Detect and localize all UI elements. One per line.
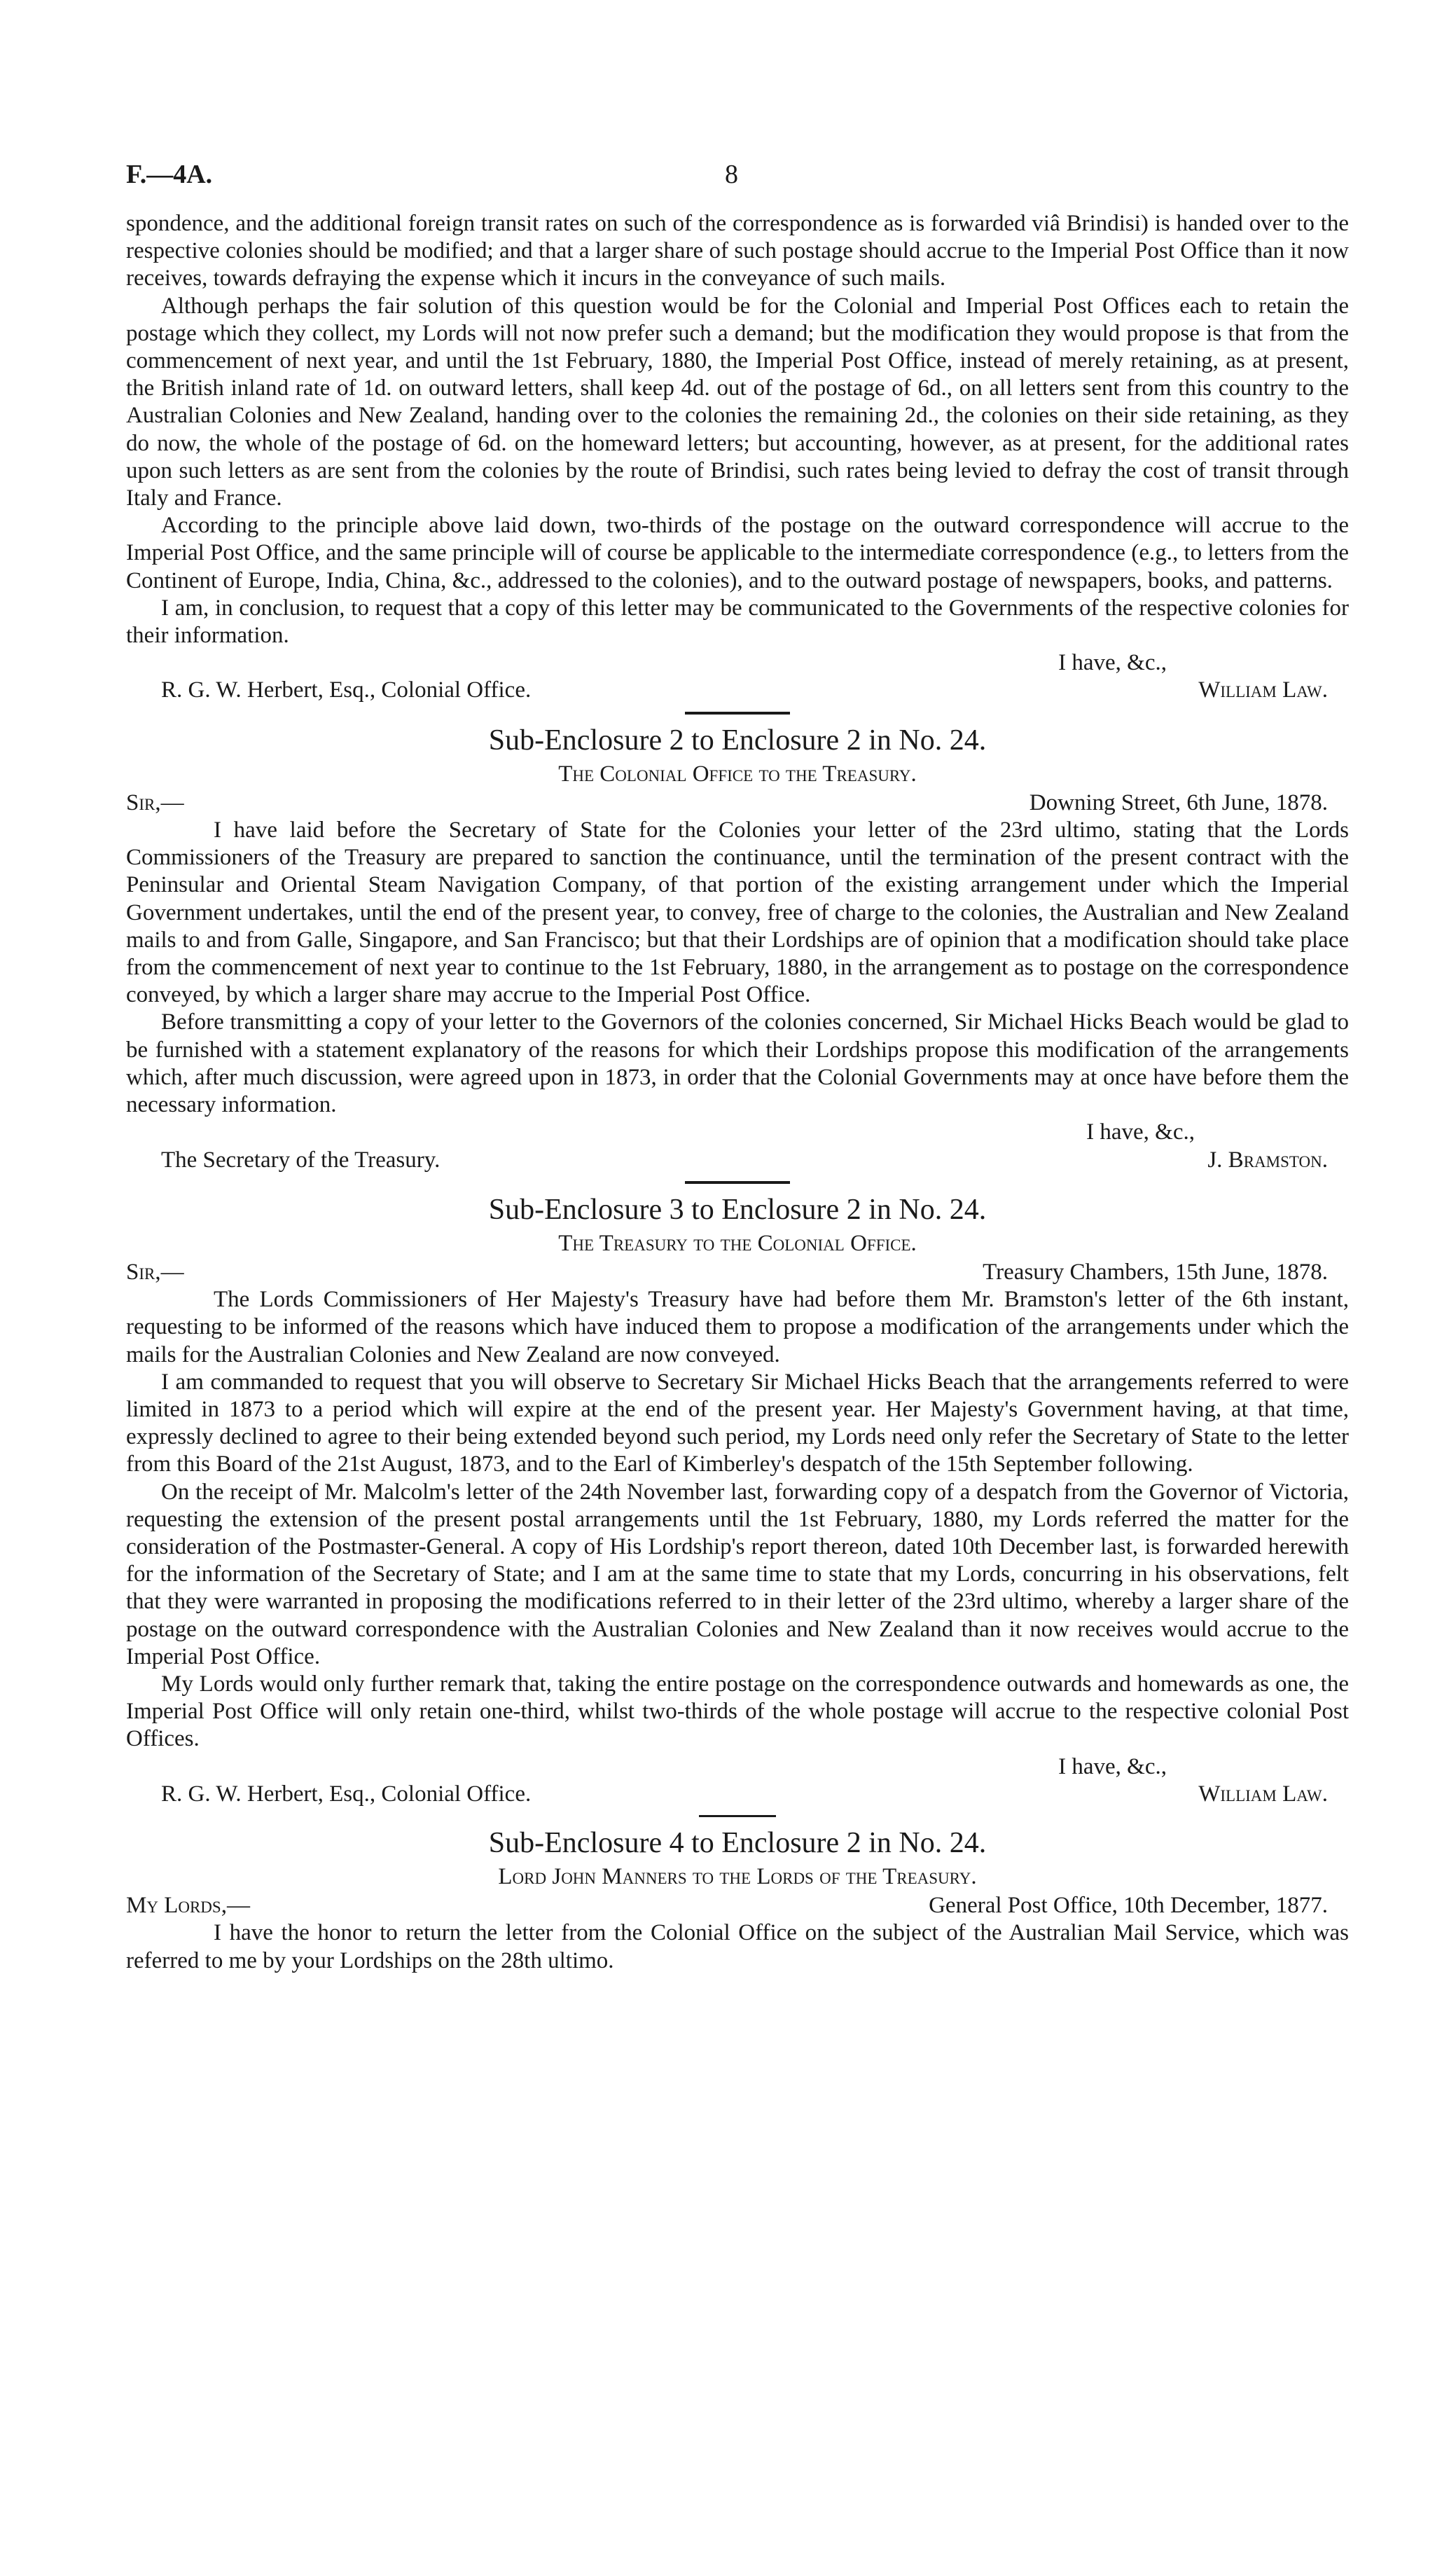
paragraph: I have the honor to return the letter from the Colonial Office on the subject of the Australian Mail Service, which was referred to me by your Lordships on the 28th ultimo. (126, 1920, 1349, 1973)
letter-continuation (126, 210, 1349, 705)
addressee: R. G. W. Herbert, Esq., Colonial Office. (161, 1781, 532, 1807)
paragraph: My Lords would only further remark that, taking the entire postage on the correspondence outwards and homewards as one, the Imperial Post Office will only retain one-third, whilst two-thirds of the whole postage will accrue to the respective colonial Post Offices. (126, 1671, 1349, 1752)
place-date: Treasury Chambers, 15th June, 1878. (983, 1259, 1328, 1285)
sub-enclosure-2 (126, 723, 1349, 1174)
place-date: General Post Office, 10th December, 1877. (929, 1893, 1328, 1919)
signature-row (126, 1147, 1349, 1174)
paragraph: The Lords Commissioners of Her Majesty's Treasury have had before them Mr. Bramston's letter of the 6th instant, requesting to be informed of the reasons which have induced them to propose a modification of the arrangements under which the mails for the Australian Colonies and New Zealand are now conveyed. (126, 1287, 1349, 1367)
paragraph: According to the principle above laid down, two-thirds of the postage on the outward correspondence will accrue to the Imperial Post Office, and the same principle will of course be applicable to the intermediate correspondence (e.g., to letters from the Continent of Europe, India, China, &c., addressed to the colonies), and to the outward postage of newspapers, books, and patterns. (126, 513, 1349, 593)
paragraph: I have laid before the Secretary of State for the Colonies your letter of the 23rd ultimo, stating that the Lords Commissioners of the Treasury are prepared to sanction the continuance, until the termination of the present contract with the Peninsular and Oriental Steam Navigation Company, of that portion of the existing arrangement under which the Imperial Government undertakes, until the end of the present year, to convey, free of charge to the colonies, the Australian and New Zealand mails to and from Galle, Singapore, and San Francisco; but that their Lordships are of opinion that a modification should take place from the commencement of next year to continue to the 1st February, 1880, in the arrangement as to postage on the correspondence conveyed, by which a larger share may accrue to the Imperial Post Office. (126, 818, 1349, 1008)
paragraph: Although perhaps the fair solution of this question would be for the Colonial and Imperial Post Offices each to retain the postage which they collect, my Lords will not now prefer such a demand; but the modification they would propose is that from the commencement of next year, and until the 1st February, 1880, the Imperial Post Office, instead of merely retaining, as at present, the British inland rate of 1d. on outward letters, shall keep 4d. out of the postage of 6d., on all letters sent from this country to the Australian Colonies and New Zealand, handing over to the colonies the remaining 2d., the colonies on their side retaining, as they do now, the whole of the postage of 6d. on the homeward letters; but accounting, however, as at present, for the additional rates upon such letters as are sent from the colonies by the route of Brindisi, such rates being levied to defray the cost of transit through Italy and France. (126, 293, 1349, 511)
salutation: My Lords,— (126, 1893, 250, 1919)
page-header (126, 161, 1349, 210)
salutation: Sir,— (126, 789, 184, 815)
signature-row (126, 1781, 1349, 1808)
section-title: Sub-Enclosure 4 to Enclosure 2 in No. 24. (488, 1826, 987, 1859)
salutation-row (126, 1259, 1349, 1286)
closing: I have, &c., (1058, 650, 1167, 676)
section-subtitle: Lord John Manners to the Lords of the Treasury. (498, 1863, 977, 1889)
salutation-row (126, 1892, 1349, 1919)
section-divider (685, 712, 790, 715)
paragraph: On the receipt of Mr. Malcolm's letter of the 24th November last, forwarding copy of a despatch from the Governor of Victoria, requesting the extension of the present postal arrangements until the 1st February, 1880, my Lords referred the matter for the consideration of the Postmaster-General. A copy of His Lordship's report thereon, dated 10th December last, is forwarded herewith for the information of the Secretary of State; and I am at the same time to state that my Lords, concurring in his observations, felt that they were warranted in proposing the modifications referred to in their letter of the 23rd ultimo, whereby a larger share of the postage on the outward correspondence with the Australian Colonies and New Zealand than it now receives would accrue to the Imperial Post Office. (126, 1479, 1349, 1669)
closing-row (126, 649, 1349, 677)
closing-row (126, 1119, 1349, 1146)
salutation: Sir,— (126, 1259, 184, 1285)
salutation-row (126, 789, 1349, 817)
sub-enclosure-4 (126, 1826, 1349, 1975)
addressee: R. G. W. Herbert, Esq., Colonial Office. (161, 677, 532, 703)
section-title: Sub-Enclosure 3 to Enclosure 2 in No. 24. (488, 1193, 987, 1226)
sub-enclosure-3 (126, 1192, 1349, 1808)
closing: I have, &c., (1058, 1753, 1167, 1779)
signature: William Law. (1198, 1781, 1328, 1807)
paragraph: I am commanded to request that you will observe to Secretary Sir Michael Hicks Beach that the arrangements referred to were limited in 1873 to a period which will expire at the end of the present year. Her Majesty's Government having, at that time, expressly declined to agree to their being extended beyond such period, my Lords need only refer the Secretary of State to the letter from this Board of the 21st August, 1873, and to the Earl of Kimberley's despatch of the 15th September following. (126, 1369, 1349, 1477)
signature: J. Bramston. (1207, 1147, 1328, 1173)
page-number: 8 (725, 160, 738, 189)
section-divider (699, 1815, 776, 1817)
section-title: Sub-Enclosure 2 to Enclosure 2 in No. 24. (488, 724, 987, 757)
section-subtitle: The Colonial Office to the Treasury. (558, 761, 917, 787)
section-divider (685, 1181, 790, 1184)
section-subtitle: The Treasury to the Colonial Office. (558, 1230, 917, 1256)
paragraph: spondence, and the additional foreign transit rates on such of the correspondence as is forwarded viâ Brindisi) is handed over to the respective colonies should be modified; and that a larger share of such postage should accrue to the Imperial Post Office than it now receives, towards defraying the expense which it incurs in the conveyance of such mails. (126, 211, 1349, 291)
place-date: Downing Street, 6th June, 1878. (1029, 789, 1328, 815)
signature: William Law. (1198, 677, 1328, 703)
document-page (126, 161, 1349, 1975)
paragraph: Before transmitting a copy of your letter to the Governors of the colonies concerned, Sir Michael Hicks Beach would be glad to be furnished with a statement explanatory of the reasons for which their Lordships propose this modification of the arrangements which, after much discussion, were agreed upon in 1873, in order that the Colonial Governments may at once have before them the necessary information. (126, 1009, 1349, 1118)
paragraph: I am, in conclusion, to request that a copy of this letter may be communicated to the Governments of the respective colonies for their information. (126, 595, 1349, 649)
closing: I have, &c., (1086, 1119, 1195, 1145)
signature-row (126, 677, 1349, 704)
closing-row (126, 1753, 1349, 1781)
document-reference: F.—4A. (126, 160, 213, 189)
addressee: The Secretary of the Treasury. (161, 1147, 441, 1173)
